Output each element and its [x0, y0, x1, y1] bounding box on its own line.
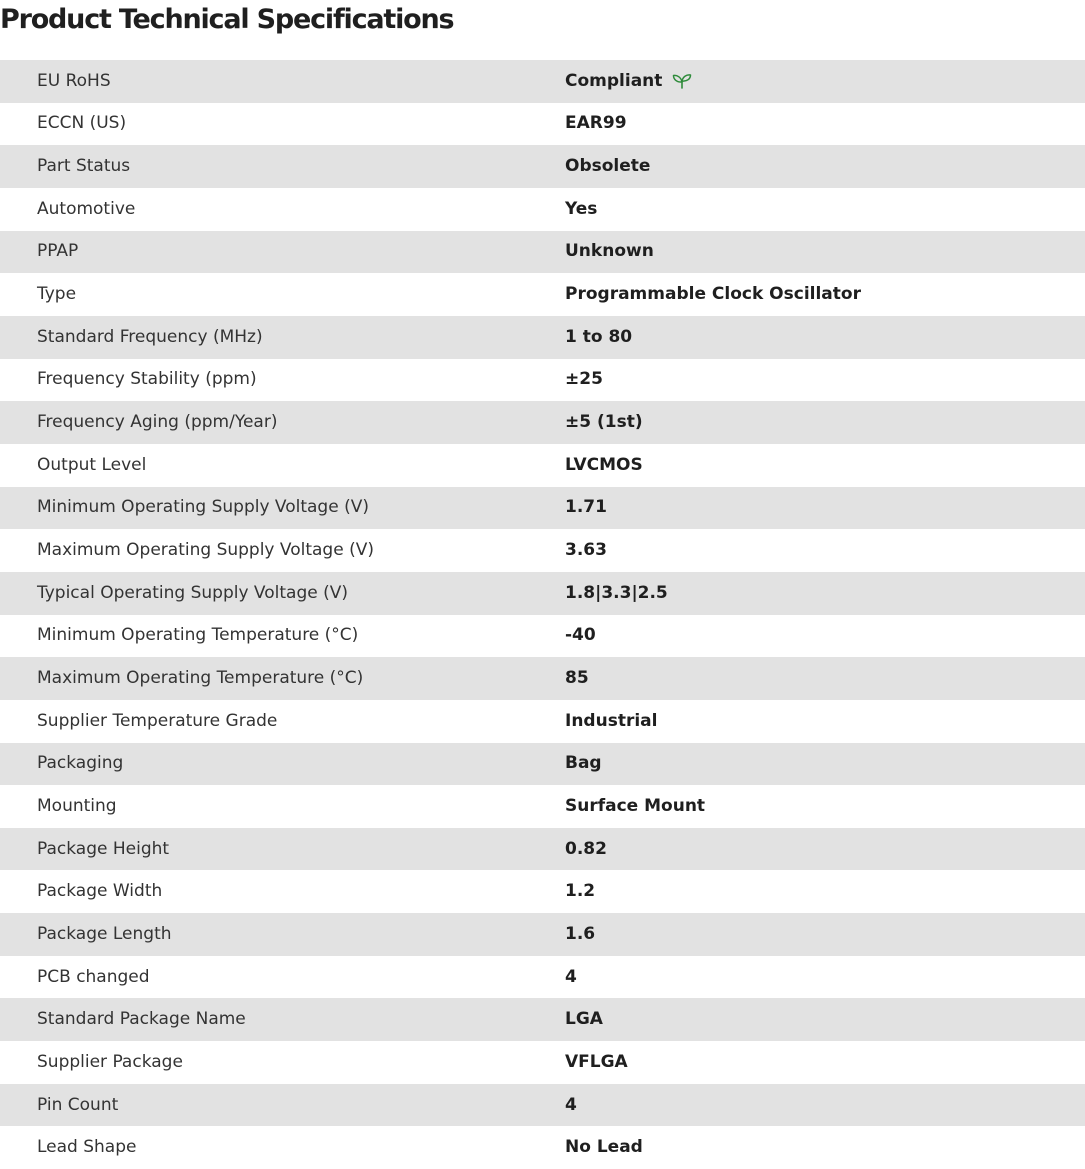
spec-label: Supplier Package	[37, 1051, 183, 1072]
spec-label: Part Status	[37, 156, 131, 177]
spec-row	[0, 401, 1085, 444]
spec-row	[0, 870, 1085, 913]
spec-row	[0, 572, 1085, 615]
spec-row	[0, 1126, 1085, 1169]
spec-value: Bag	[565, 753, 602, 774]
spec-value: 1.6	[565, 923, 596, 944]
spec-row	[0, 785, 1085, 828]
spec-value: Surface Mount	[565, 795, 706, 816]
spec-label: Type	[37, 284, 77, 305]
spec-label: Package Height	[37, 838, 170, 859]
spec-row	[0, 913, 1085, 956]
spec-row	[0, 273, 1085, 316]
spec-label: Maximum Operating Temperature (°C)	[37, 668, 364, 689]
spec-value: 3.63	[565, 540, 607, 561]
spec-label: Frequency Stability (ppm)	[37, 369, 257, 390]
spec-value: Obsolete	[565, 156, 651, 177]
spec-label: Automotive	[37, 198, 136, 219]
spec-value: Programmable Clock Oscillator	[565, 284, 861, 305]
spec-value: 1.8|3.3|2.5	[565, 582, 668, 603]
spec-value: 4	[565, 966, 577, 987]
spec-label: Pin Count	[37, 1094, 119, 1115]
spec-value: 1.2	[565, 881, 596, 902]
spec-value: ±5 (1st)	[565, 412, 643, 433]
spec-row	[0, 145, 1085, 188]
spec-label: Package Width	[37, 881, 163, 902]
spec-label: Lead Shape	[37, 1137, 137, 1158]
spec-value: Industrial	[565, 710, 658, 731]
spec-value	[565, 72, 692, 90]
spec-label: EU RoHS	[37, 70, 111, 91]
spec-row	[0, 103, 1085, 146]
spec-row	[0, 188, 1085, 231]
spec-label: Frequency Aging (ppm/Year)	[37, 412, 278, 433]
spec-label: Supplier Temperature Grade	[37, 710, 278, 731]
page-title: Product Technical Specifications	[0, 4, 454, 35]
spec-label: Package Length	[37, 923, 172, 944]
spec-row	[0, 487, 1085, 530]
spec-row	[0, 743, 1085, 786]
spec-value: LGA	[565, 1009, 603, 1030]
spec-row	[0, 998, 1085, 1041]
spec-label: Minimum Operating Temperature (°C)	[37, 625, 359, 646]
spec-value: Unknown	[565, 241, 654, 262]
spec-row	[0, 657, 1085, 700]
spec-row	[0, 316, 1085, 359]
spec-label: Packaging	[37, 753, 124, 774]
spec-row	[0, 444, 1085, 487]
spec-value: ±25	[565, 369, 603, 390]
spec-label: ECCN (US)	[37, 113, 127, 134]
spec-label: PCB changed	[37, 966, 150, 987]
spec-value: 1 to 80	[565, 326, 633, 347]
spec-row	[0, 1084, 1085, 1127]
spec-value: No Lead	[565, 1137, 643, 1158]
spec-value: 1.71	[565, 497, 607, 518]
spec-value: Yes	[565, 198, 598, 219]
spec-label: Maximum Operating Supply Voltage (V)	[37, 540, 374, 561]
spec-value: LVCMOS	[565, 454, 643, 475]
spec-row	[0, 529, 1085, 572]
spec-label: Minimum Operating Supply Voltage (V)	[37, 497, 369, 518]
spec-label: Output Level	[37, 454, 147, 475]
spec-value: VFLGA	[565, 1051, 628, 1072]
spec-label: PPAP	[37, 241, 79, 262]
spec-value: 4	[565, 1094, 577, 1115]
spec-label: Standard Frequency (MHz)	[37, 326, 263, 347]
spec-label: Standard Package Name	[37, 1009, 246, 1030]
spec-value: 0.82	[565, 838, 607, 859]
spec-row	[0, 1041, 1085, 1084]
spec-value: 85	[565, 668, 589, 689]
spec-value: EAR99	[565, 113, 627, 134]
spec-row	[0, 700, 1085, 743]
spec-row	[0, 60, 1085, 103]
spec-label: Mounting	[37, 795, 117, 816]
spec-row	[0, 828, 1085, 871]
spec-label: Typical Operating Supply Voltage (V)	[37, 582, 348, 603]
spec-value-text: Compliant	[565, 70, 663, 91]
spec-table	[0, 60, 1085, 1169]
spec-row	[0, 231, 1085, 274]
spec-row	[0, 359, 1085, 402]
spec-row	[0, 956, 1085, 999]
leaf-icon	[672, 72, 692, 90]
spec-row	[0, 615, 1085, 658]
spec-value: -40	[565, 625, 596, 646]
